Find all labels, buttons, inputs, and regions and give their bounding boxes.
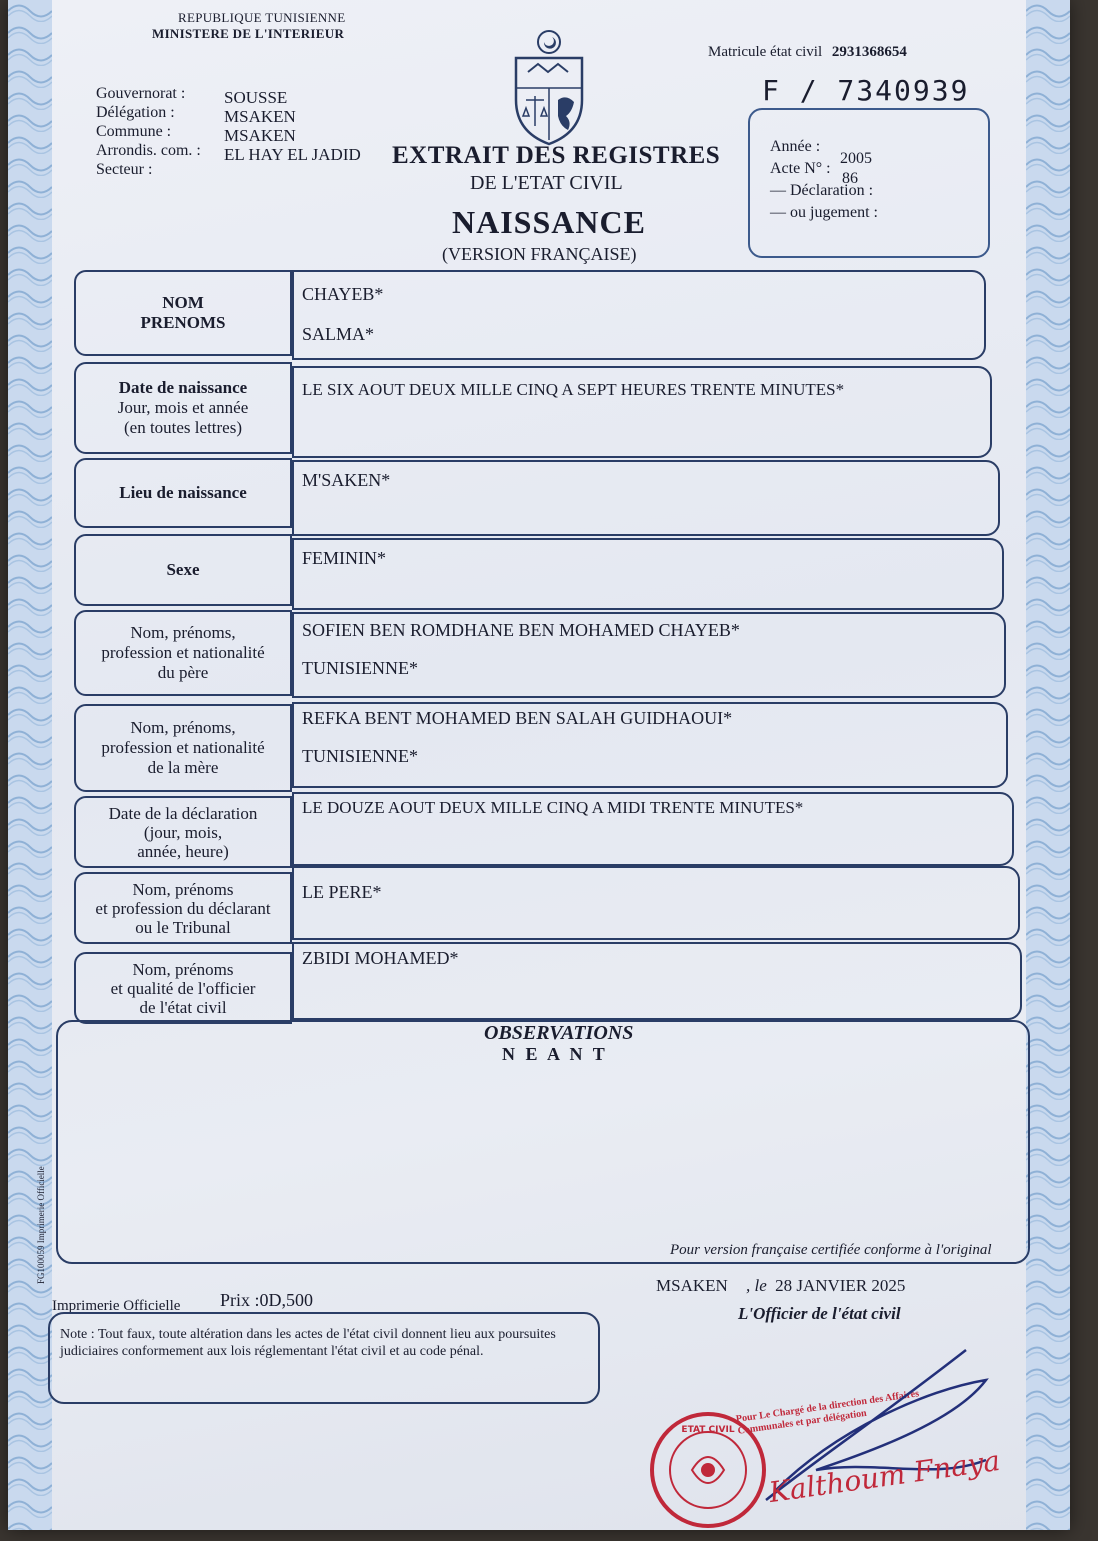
mere-value-1: REFKA BENT MOHAMED BEN SALAH GUIDHAOUI* (302, 708, 733, 728)
officier-value: ZBIDI MOHAMED* (302, 948, 459, 968)
mere-value-2: TUNISIENNE* (302, 746, 418, 766)
location-labels (96, 84, 201, 179)
officer-title: L'Officier de l'état civil (738, 1304, 901, 1323)
row-dob-label (74, 362, 292, 454)
declarant-label-3: ou le Tribunal (135, 917, 231, 937)
place-value: MSAKEN (656, 1276, 728, 1295)
pere-value-2: TUNISIENNE* (302, 658, 418, 678)
decl-label-2: (jour, mois, (143, 822, 223, 842)
pere-label-1: Nom, prénoms, (130, 623, 236, 642)
row-lieu-label (74, 458, 292, 528)
row-mere-label (74, 704, 292, 792)
imprimerie-label: Imprimerie Officielle (52, 1298, 181, 1314)
row-declarant-value (292, 866, 1020, 940)
prix-label: Prix :0D,500 (220, 1290, 314, 1310)
left-guilloche-border (8, 0, 52, 1530)
observations-title: OBSERVATIONS (484, 1022, 634, 1044)
acte-label: Acte N° : (770, 160, 831, 177)
title-naissance: NAISSANCE (452, 204, 646, 240)
jugement-label: — ou jugement : (770, 204, 878, 221)
le-label: , le (746, 1276, 767, 1295)
row-pere-label (74, 610, 292, 696)
matricule-block (708, 44, 907, 61)
pere-label-3: du père (157, 663, 209, 682)
decl-label-3: année, heure) (137, 841, 229, 861)
officier-label-1: Nom, prénoms (132, 959, 234, 979)
nom-label: NOM (162, 293, 204, 312)
arrondis-label: Arrondis. com. : (96, 142, 201, 159)
side-code: FG100059 Imprimerie Officielle (36, 1166, 46, 1284)
sexe-value: FEMININ* (302, 548, 386, 568)
mere-label-1: Nom, prénoms, (130, 718, 236, 737)
birth-certificate-document (8, 0, 1070, 1530)
republic-label: REPUBLIQUE TUNISIENNE (178, 10, 346, 25)
delegation-label: Délégation : (96, 104, 175, 121)
prenoms-label: PRENOMS (140, 313, 226, 332)
row-nom-label (74, 270, 292, 356)
pere-value-1: SOFIEN BEN ROMDHANE BEN MOHAMED CHAYEB* (302, 620, 740, 640)
officier-label-2: et qualité de l'officier (110, 978, 256, 998)
legal-note-box (48, 1312, 600, 1404)
row-decl-value (292, 792, 1014, 866)
date-value: 28 JANVIER 2025 (775, 1276, 906, 1295)
svg-text:ETAT CIVIL: ETAT CIVIL (681, 1425, 735, 1435)
row-officier-label (74, 952, 292, 1024)
stamp-text: Pour Le Chargé de la direction des Affaires Communales et par délégation (735, 1388, 920, 1437)
declaration-label: — Déclaration : (770, 182, 874, 199)
title-etat-civil: DE L'ETAT CIVIL (470, 172, 623, 194)
title-extrait: EXTRAIT DES REGISTRES (392, 142, 721, 169)
pere-label-2: profession et nationalité (101, 643, 265, 662)
row-dob-value (292, 366, 992, 458)
row-pere-value (292, 612, 1006, 698)
prenoms-value: SALMA* (302, 324, 375, 344)
coat-of-arms-icon (508, 28, 590, 146)
sexe-label: Sexe (166, 560, 200, 579)
side-code-box (30, 1140, 44, 1290)
lieu-label: Lieu de naissance (119, 483, 247, 502)
lieu-value: M'SAKEN* (302, 470, 391, 490)
commune-value: MSAKEN (224, 126, 296, 145)
declarant-label-2: et profession du déclarant (95, 898, 271, 918)
certified-text: Pour version française certifiée conforme à l'original (670, 1242, 992, 1258)
delegation-value: MSAKEN (224, 107, 296, 126)
annee-value: 2005 (840, 150, 872, 167)
declarant-value: LE PERE* (302, 882, 382, 902)
dob-value: LE SIX AOUT DEUX MILLE CINQ A SEPT HEURES TRENTE MINUTES* (302, 380, 845, 399)
declarant-label-1: Nom, prénoms (132, 879, 234, 899)
title-version: (VERSION FRANÇAISE) (442, 244, 637, 264)
observations-box (56, 1020, 1030, 1264)
secteur-label: Secteur : (96, 161, 153, 178)
arrondis-value: EL HAY EL JADID (224, 145, 361, 164)
observations-value: N E A N T (502, 1044, 608, 1064)
mere-label-3: de la mère (147, 758, 219, 777)
row-decl-label (74, 796, 292, 868)
serial-number: F / 7340939 (762, 74, 970, 107)
mere-label-2: profession et nationalité (101, 738, 265, 757)
acte-box (748, 108, 990, 258)
annee-label: Année : (770, 138, 821, 155)
row-sexe-value (292, 538, 1004, 610)
row-lieu-value (292, 460, 1000, 536)
row-declarant-label (74, 872, 292, 944)
commune-label: Commune : (96, 123, 172, 140)
date-line (656, 1276, 905, 1296)
dob-label-3: (en toutes lettres) (123, 418, 242, 437)
matricule-value: 2931368654 (831, 44, 907, 60)
gouvernorat-value: SOUSSE (224, 88, 288, 107)
dob-label-1: Date de naissance (118, 378, 248, 397)
location-values (224, 88, 361, 164)
decl-label-1: Date de la déclaration (108, 803, 258, 823)
ministry-label: MINISTERE DE L'INTERIEUR (152, 26, 345, 41)
decl-value: LE DOUZE AOUT DEUX MILLE CINQ A MIDI TRENTE MINUTES* (302, 798, 804, 817)
row-officier-value (292, 942, 1022, 1020)
officier-label-3: de l'état civil (139, 997, 227, 1017)
signature: Kalthoum Fnaya (766, 1443, 1003, 1510)
acte-value: 86 (842, 170, 858, 187)
dob-label-2: Jour, mois et année (117, 398, 249, 417)
legal-note: Note : Tout faux, toute altération dans les actes de l'état civil donnent lieu aux poursuites judiciaires conformement aux lois réglementant l'état civil et au code pénal. (60, 1327, 556, 1359)
row-sexe-label (74, 534, 292, 606)
row-nom-value (292, 270, 986, 360)
gouvernorat-label: Gouvernorat : (96, 85, 186, 102)
matricule-label: Matricule état civil (708, 44, 823, 60)
nom-value: CHAYEB* (302, 284, 384, 304)
right-guilloche-border (1026, 0, 1070, 1530)
row-mere-value (292, 702, 1008, 788)
